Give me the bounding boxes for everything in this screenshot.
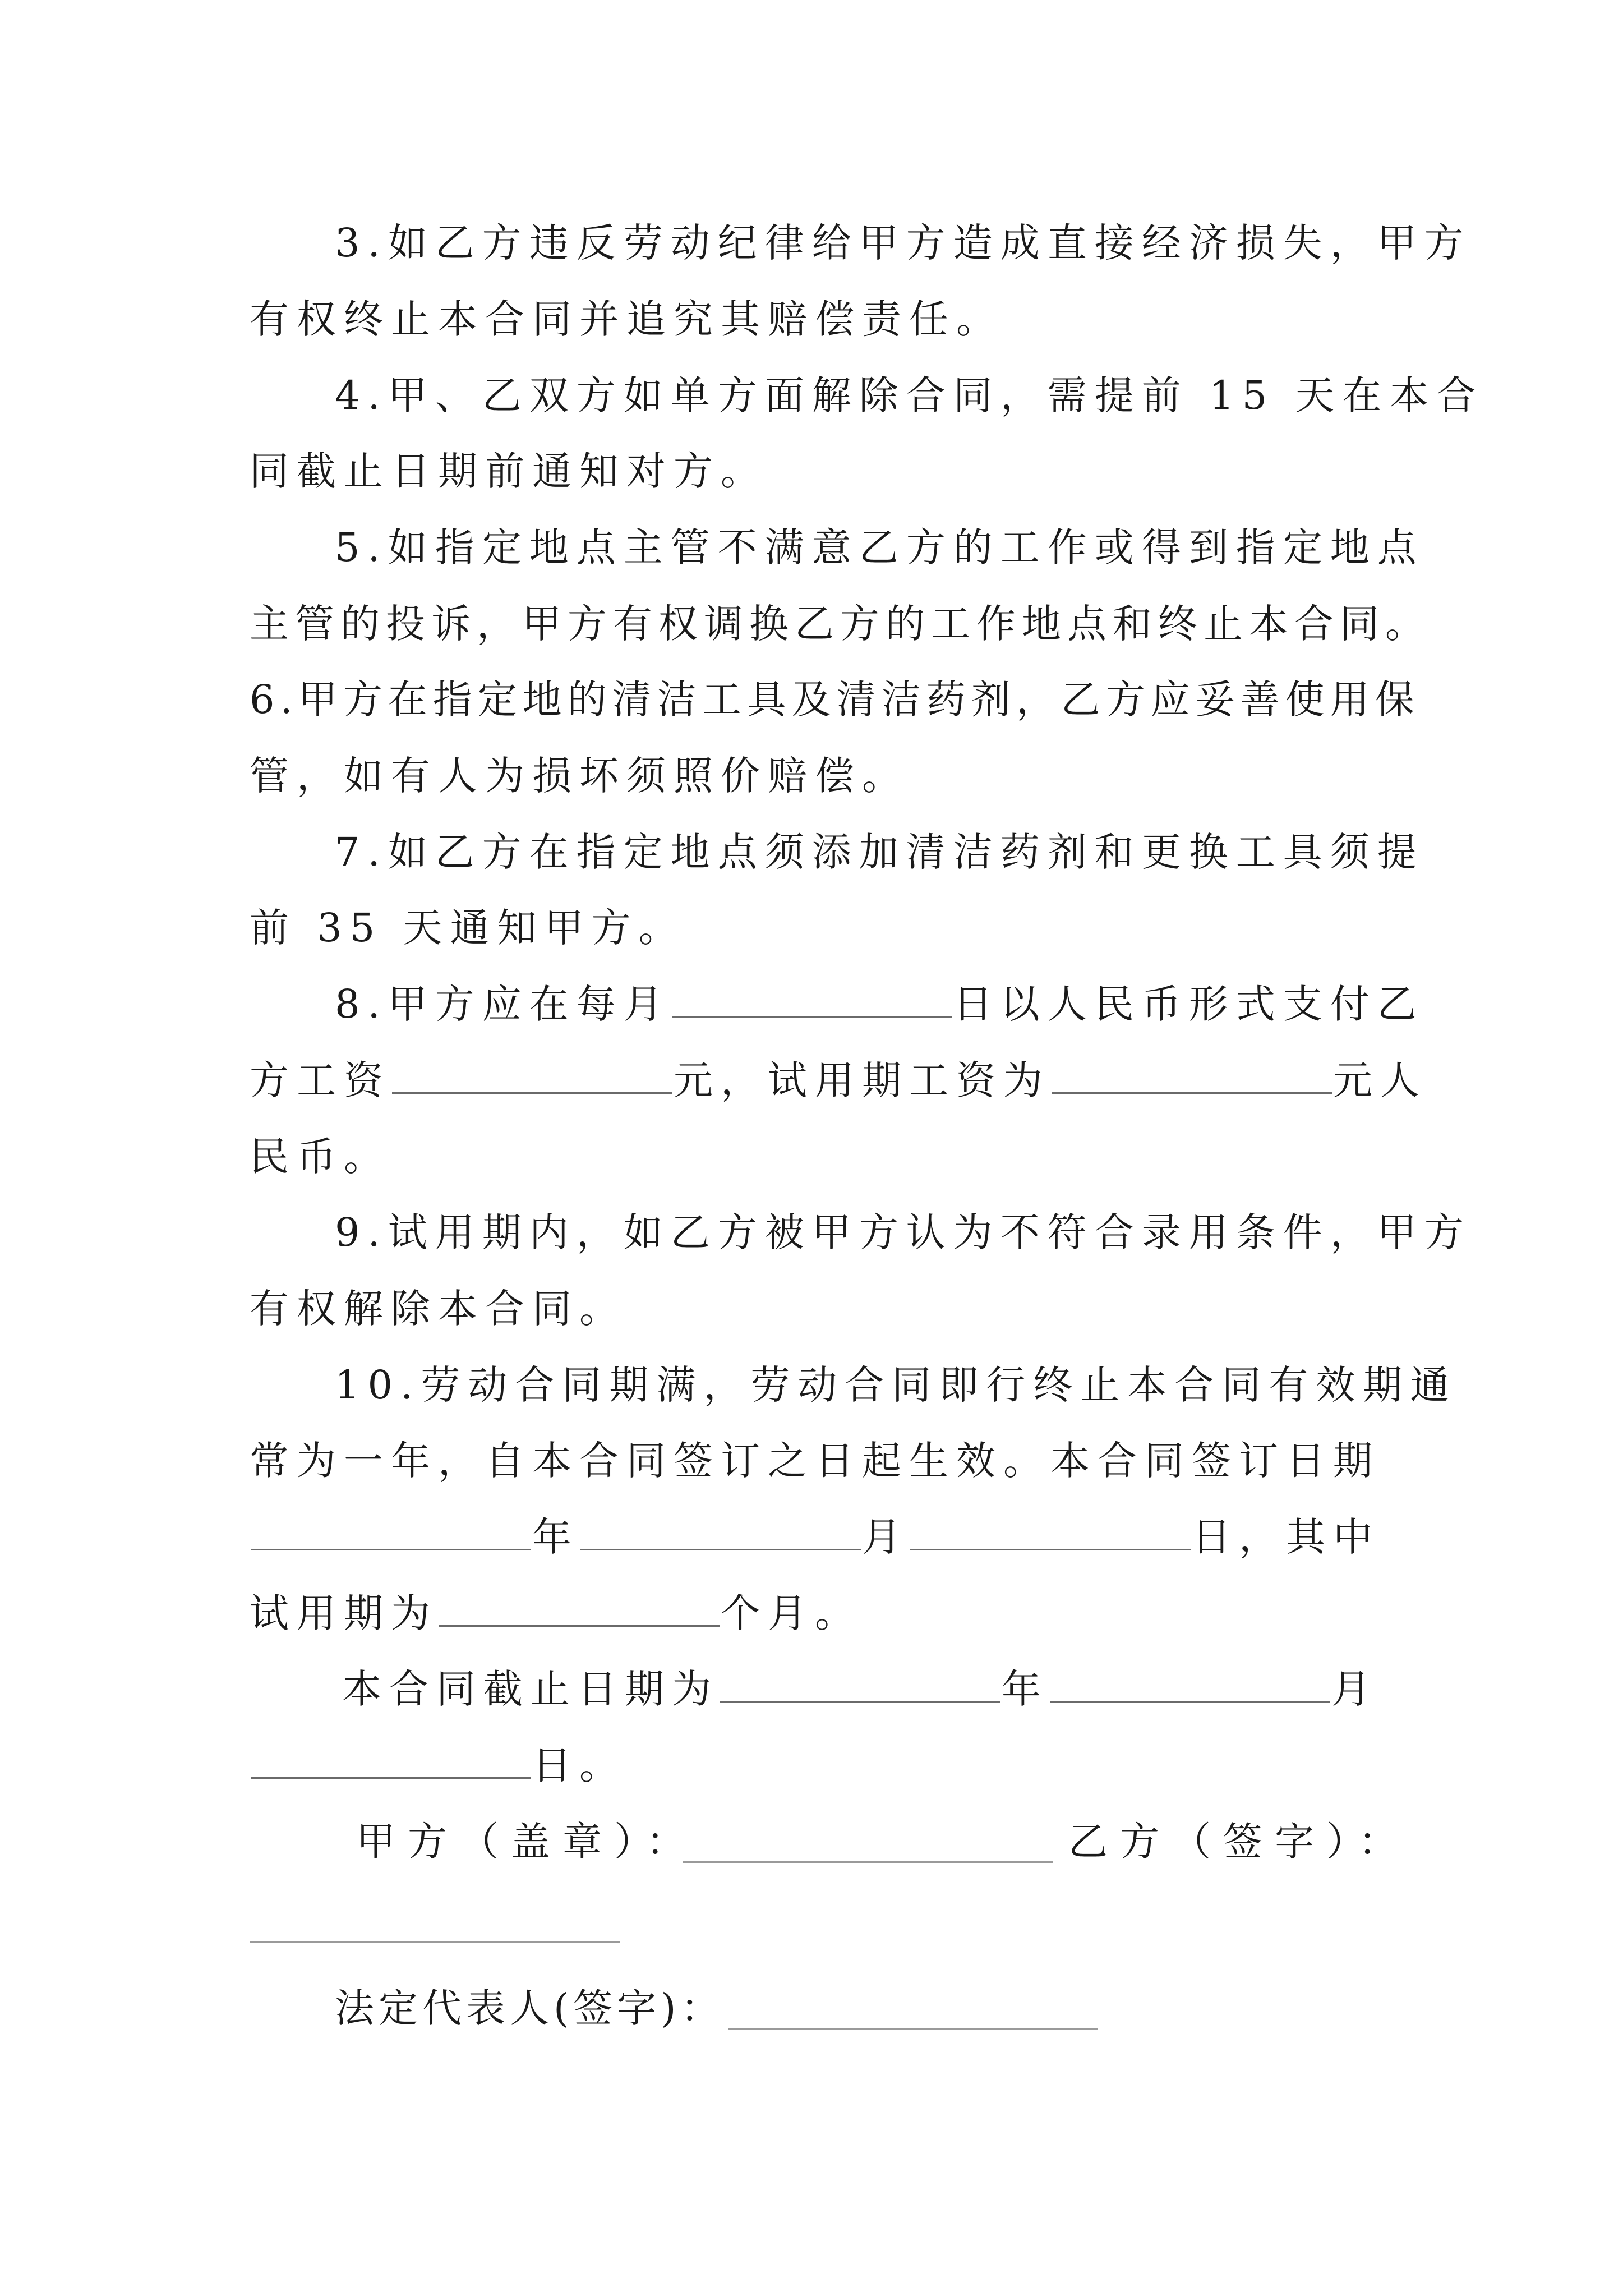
clause-9-line-1: 9.试用期内，如乙方被甲方认为不符合录用条件，甲方 <box>335 1209 1472 1255</box>
clause-10-months: 个月。 <box>721 1590 862 1636</box>
sign-year-blank <box>251 1516 531 1550</box>
salary-blank <box>392 1060 672 1094</box>
clause-8-text-e: 元人 <box>1333 1057 1427 1103</box>
clause-10-line-3 <box>250 1509 1380 1565</box>
legal-rep-label: 法定代表人(签字)： <box>335 1985 725 2031</box>
clause-8-line-1 <box>335 976 1424 1032</box>
sign-month-blank <box>580 1516 861 1550</box>
end-date-line-1 <box>342 1661 1378 1717</box>
clause-6-line-1: 6.甲方在指定地的清洁工具及清洁药剂，乙方应妥善使用保 <box>250 677 1420 723</box>
end-date-day: 日。 <box>532 1742 626 1788</box>
clause-3-line-1: 3.如乙方违反劳动纪律给甲方造成直接经济损失，甲方 <box>335 220 1472 266</box>
party-b-signature-line <box>250 1941 620 1943</box>
clause-10-line-4 <box>250 1585 862 1641</box>
party-a-signature-line <box>683 1861 1053 1863</box>
end-month-blank <box>1050 1668 1330 1703</box>
clause-6-line-2: 管，如有人为损坏须照价赔偿。 <box>250 753 909 799</box>
clause-8-text-d: 元，试用期工资为 <box>674 1057 1050 1103</box>
clause-10-day: 日，其中 <box>1192 1514 1380 1560</box>
clause-5-line-2: 主管的投诉，甲方有权调换乙方的工作地点和终止本合同。 <box>250 601 1431 647</box>
end-date-month: 月 <box>1331 1666 1378 1712</box>
party-a-label: 甲方（盖章）： <box>356 1819 698 1865</box>
clause-10-line-1: 10.劳动合同期满，劳动合同即行终止本合同有效期通 <box>335 1362 1458 1408</box>
clause-7-line-1: 7.如乙方在指定地点须添加清洁药剂和更换工具须提 <box>335 829 1424 875</box>
pay-day-blank <box>672 983 952 1018</box>
clause-8-text-a: 8.甲方应在每月 <box>335 981 671 1027</box>
clause-10-month: 月 <box>862 1514 909 1560</box>
sign-day-blank <box>910 1516 1191 1550</box>
clause-8-line-2 <box>250 1052 1427 1108</box>
clause-4-line-2: 同截止日期前通知对方。 <box>250 448 768 494</box>
clause-4-line-1: 4.甲、乙双方如单方面解除合同，需提前 15 天在本合 <box>335 372 1484 418</box>
clause-9-line-2: 有权解除本合同。 <box>250 1286 626 1332</box>
clause-10-line-2: 常为一年，自本合同签订之日起生效。本合同签订日期 <box>250 1438 1380 1484</box>
party-b-label: 乙方（签字）： <box>1068 1819 1410 1865</box>
probation-salary-blank <box>1052 1060 1332 1094</box>
clause-5-line-1: 5.如指定地点主管不满意乙方的工作或得到指定地点 <box>335 524 1424 570</box>
probation-months-blank <box>439 1593 720 1627</box>
clause-10-probation-label: 试用期为 <box>250 1590 438 1636</box>
end-day-blank <box>251 1745 531 1779</box>
clause-10-year: 年 <box>532 1514 579 1560</box>
clause-8-line-3: 民币。 <box>250 1134 391 1180</box>
clause-3-line-2: 有权终止本合同并追究其赔偿责任。 <box>250 296 1003 342</box>
end-year-blank <box>720 1668 1000 1703</box>
end-date-label: 本合同截止日期为 <box>342 1666 719 1712</box>
end-date-line-2 <box>250 1737 626 1793</box>
legal-rep-signature-line <box>728 2028 1098 2030</box>
clause-8-text-c: 方工资 <box>250 1057 391 1103</box>
clause-8-text-b: 日以人民币形式支付乙 <box>953 981 1424 1027</box>
clause-7-line-2: 前 35 天通知甲方。 <box>250 905 686 951</box>
end-date-year: 年 <box>1002 1666 1049 1712</box>
